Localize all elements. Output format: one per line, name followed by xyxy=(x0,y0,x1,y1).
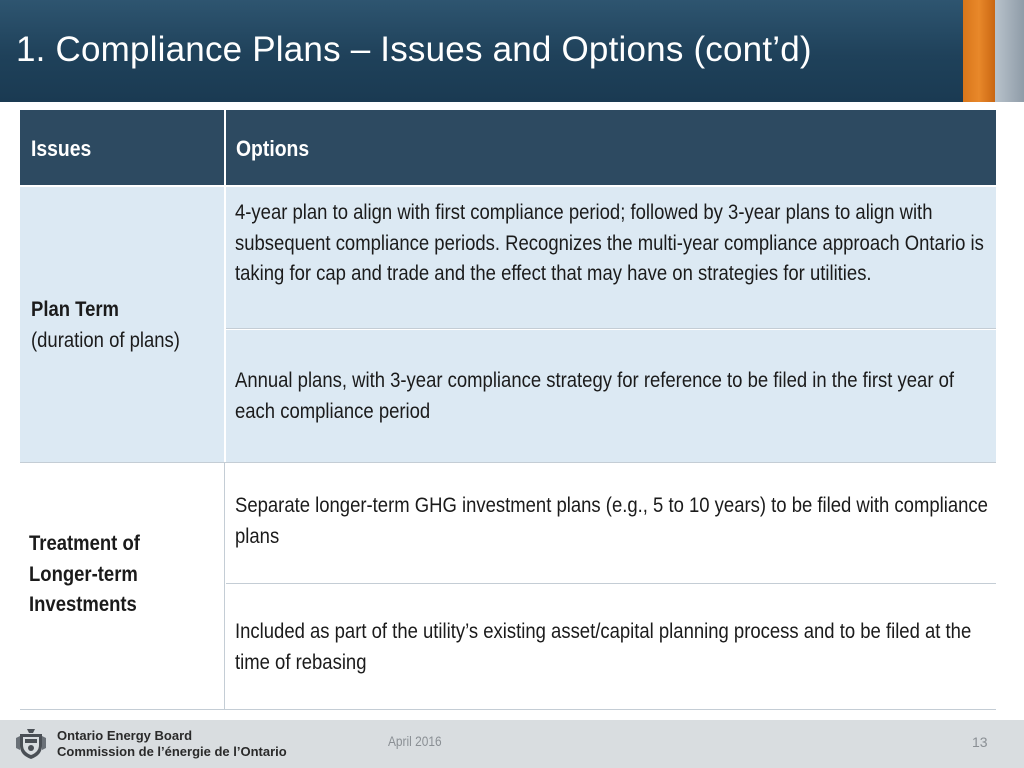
table-bottom-border xyxy=(20,709,996,710)
issue-cell-plan-term xyxy=(20,187,224,462)
column-divider xyxy=(224,463,225,709)
header-options: Options xyxy=(236,136,310,161)
option-text: 4-year plan to align with first compliance period; followed by 3-year plans to align with subsequent compliance periods. Recognizes the multi-year compliance approach Ontario is taking for cap and trade and the effect that may have on strategies for utilities. xyxy=(235,201,984,285)
option-cell xyxy=(226,330,996,462)
accent-bar-grey xyxy=(995,0,1024,102)
issue-cell-longer-term xyxy=(20,463,224,709)
option-cell xyxy=(226,585,996,709)
slide-date: April 2016 xyxy=(388,733,442,749)
issues-options-table xyxy=(20,110,996,710)
option-text: Annual plans, with 3-year compliance strategy for reference to be filed in the first year of each compliance period xyxy=(235,369,955,423)
issue-plan-term xyxy=(31,295,220,356)
issue-title-line: Treatment of xyxy=(29,532,140,555)
issue-longer-term xyxy=(29,529,218,621)
option-text: Separate longer-term GHG investment plans (e.g., 5 to 10 years) to be filed with compliance plans xyxy=(235,494,988,548)
title-banner xyxy=(0,0,1024,102)
slide-title: 1. Compliance Plans – Issues and Options (cont’d) xyxy=(16,30,812,69)
issue-title: Plan Term xyxy=(31,298,119,321)
issue-title-line: Investments xyxy=(29,593,137,616)
org-name-french: Commission de l’énergie de l’Ontario xyxy=(57,744,287,759)
accent-bar-orange xyxy=(963,0,995,102)
org-name-english: Ontario Energy Board xyxy=(57,728,193,743)
option-cell xyxy=(226,463,996,583)
issue-subtitle: (duration of plans) xyxy=(31,328,180,352)
option-text: Included as part of the utility’s existing asset/capital planning process and to be filed at the time of rebasing xyxy=(235,620,972,674)
row-divider xyxy=(226,328,996,329)
option-cell xyxy=(226,187,996,328)
footer-bar xyxy=(0,720,1024,768)
row-divider xyxy=(226,583,996,584)
table-header-row xyxy=(20,110,996,185)
header-divider xyxy=(224,110,226,185)
page-number: 13 xyxy=(972,734,988,750)
ontario-coat-of-arms-icon xyxy=(16,728,46,760)
issue-title-line: Longer-term xyxy=(29,562,138,586)
header-issues: Issues xyxy=(31,136,92,161)
